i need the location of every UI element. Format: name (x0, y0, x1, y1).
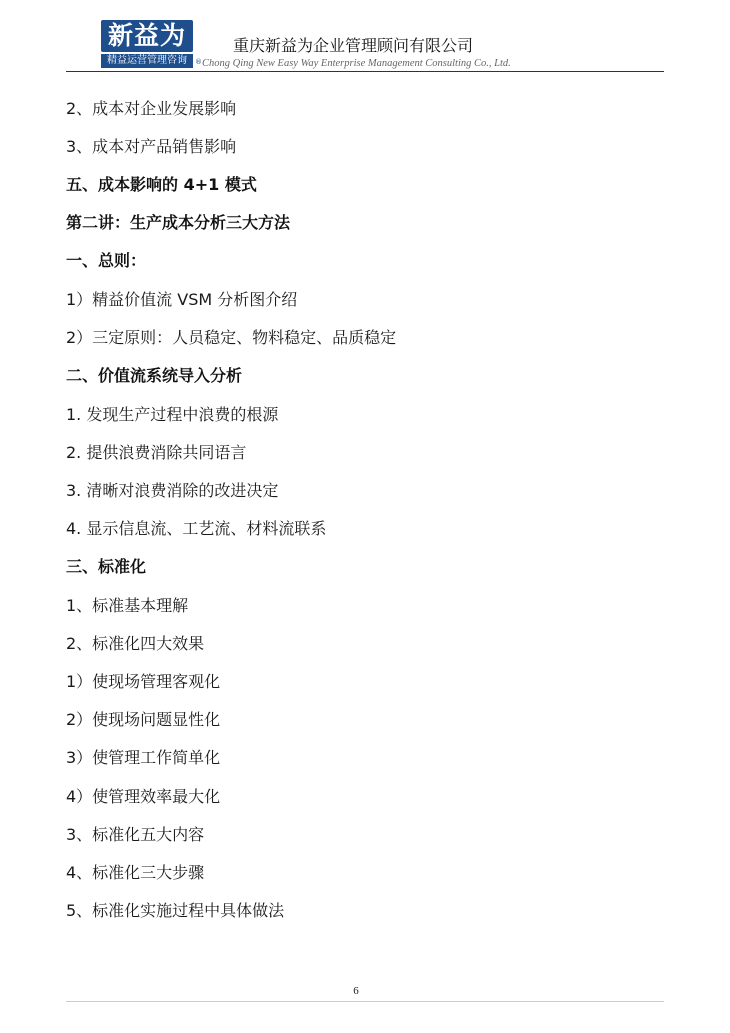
outline-line: 3. 清晰对浪费消除的改进决定 (66, 481, 279, 500)
outline-line: 4）使管理效率最大化 (66, 787, 221, 806)
outline-line: 2）三定原则：人员稳定、物料稳定、品质稳定 (66, 328, 397, 347)
outline-line: 5、标准化实施过程中具体做法 (66, 901, 285, 920)
outline-line: 4、标准化三大步骤 (66, 863, 205, 882)
outline-line: 1）精益价值流 VSM 分析图介绍 (66, 290, 298, 309)
outline-line: 1）使现场管理客观化 (66, 672, 221, 691)
outline-line: 1. 发现生产过程中浪费的根源 (66, 405, 279, 424)
company-name-chinese: 重庆新益为企业管理顾问有限公司 (233, 36, 474, 55)
company-name-english: Chong Qing New Easy Way Enterprise Management Consulting Co., Ltd. (202, 58, 511, 69)
section-heading: 五、成本影响的 4+1 模式 (66, 175, 257, 194)
header-divider (66, 71, 664, 72)
section-heading: 二、价值流系统导入分析 (66, 366, 243, 385)
page-header (0, 0, 730, 76)
page-number: 6 (353, 985, 359, 997)
lecture-heading: 第二讲：生产成本分析三大方法 (66, 213, 291, 232)
footer-divider (66, 1001, 664, 1002)
section-heading: 三、标准化 (66, 557, 147, 576)
outline-line: 2. 提供浪费消除共同语言 (66, 443, 247, 462)
outline-line: 4. 显示信息流、工艺流、材料流联系 (66, 519, 327, 538)
outline-line: 2）使现场问题显性化 (66, 710, 221, 729)
logo-tagline: 精益运营管理咨询 (101, 54, 193, 68)
outline-line: 3）使管理工作简单化 (66, 748, 221, 767)
section-heading: 一、总则： (66, 251, 147, 270)
outline-line: 2、标准化四大效果 (66, 634, 205, 653)
registered-mark: ® (195, 58, 202, 66)
outline-line: 3、成本对产品销售影响 (66, 137, 237, 156)
logo-wordmark: 新益为 (101, 20, 193, 52)
outline-line: 2、成本对企业发展影响 (66, 99, 237, 118)
company-logo (101, 20, 201, 68)
outline-line: 3、标准化五大内容 (66, 825, 205, 844)
outline-line: 1、标准基本理解 (66, 596, 189, 615)
